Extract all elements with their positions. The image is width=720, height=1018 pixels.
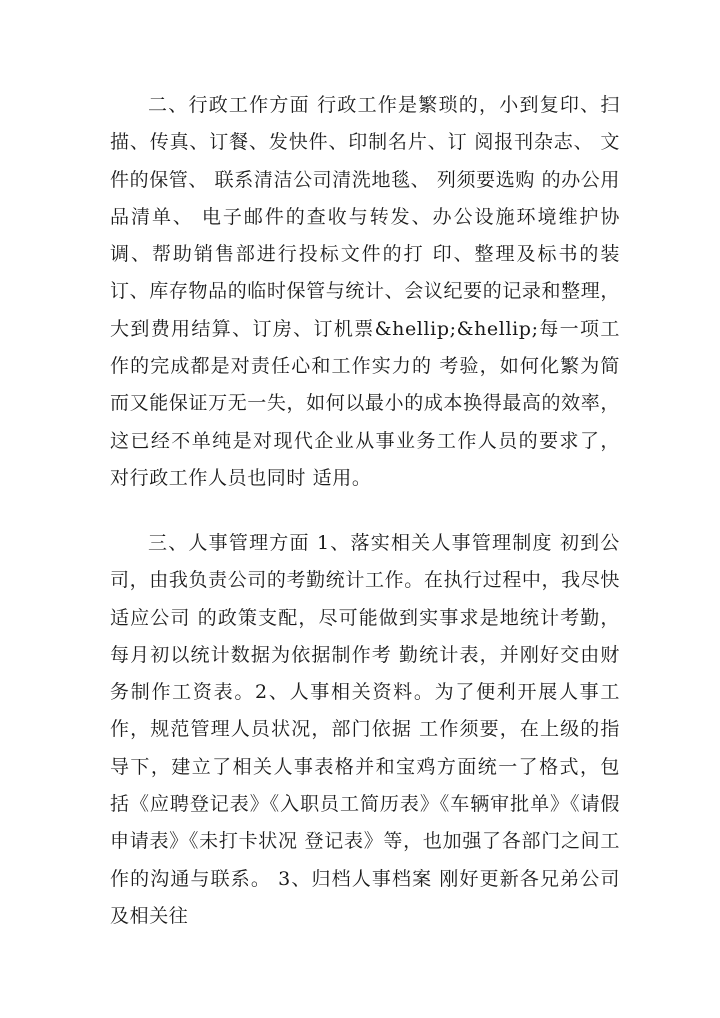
paragraph-admin-work: 二、行政工作方面 行政工作是繁琐的，小到复印、扫描、传真、订餐、发快件、印制名片、订 阅报刊杂志、 文件的保管、 联系清洁公司清洗地毯、 列须要选购 的办公用品清单、 电子邮件的查收与转发、办公设施环境维护协调、帮助销售部进行投标文件的打 印、整理及标书的装订、库存物品的临时保管与统计、会议纪要的记录和整理， 大到费用结算、订房、订机票&hellip;&hellip;每一项工作的完成都是对责任心和工作实力的 考验，如何化繁为简而又能保证万无一失，如何以最小的成本换得最高的效率， 这已经不单纯是对现代企业从事业务工作人员的要求了， 对行政工作人员也同时 适用。: [110, 94, 620, 489]
paragraph-hr-management: 三、人事管理方面 1、落实相关人事管理制度 初到公司，由我负责公司的考勤统计工作。在执行过程中，我尽快适应公司 的政策支配，尽可能做到实事求是地统计考勤，每月初以统计数据为依据制作考 勤统计表，并刚好交由财务制作工资表。2、人事相关资料。为了便利开展人事工作，规范管理人员状况，部门依据 工作须要，在上级的指导下，建立了相关人事表格并和宝鸡方面统一了格式，包 括《应聘登记表》《入职员工简历表》《车辆审批单》《请假申请表》《未打卡状况 登记表》等，也加强了各部门之间工作的沟通与联系。 3、归档人事档案 刚好更新各兄弟公司及相关往: [110, 532, 620, 927]
